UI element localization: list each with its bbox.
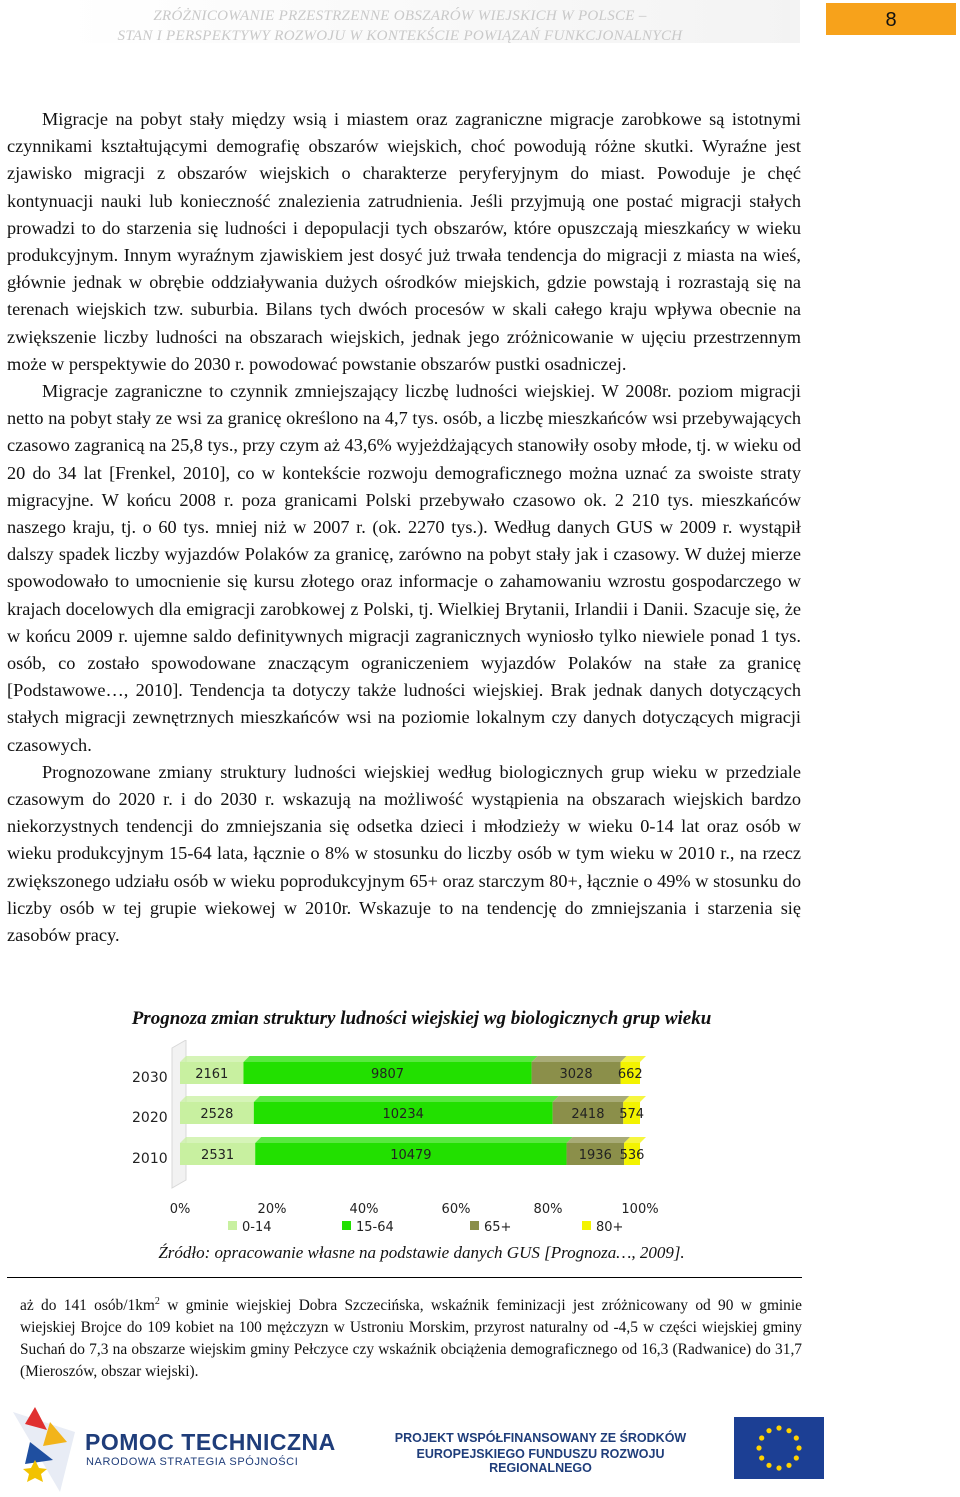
legend-label: 65+ <box>484 1220 512 1235</box>
eu-star-icon <box>766 1463 771 1468</box>
x-tick-label: 100% <box>621 1202 659 1217</box>
header-line-1: ZRÓŻNICOWANIE PRZESTRZENNE OBSZARÓW WIEJSKICH W POLSCE – <box>153 8 647 24</box>
pomoc-techniczna-logo-icon <box>5 1402 95 1497</box>
age-structure-chart <box>120 1040 680 1240</box>
footnote-text-before: aż do 141 osób/1km <box>20 1297 155 1315</box>
footnote-rule <box>7 1277 802 1278</box>
eu-line-2: EUROPEJSKIEGO FUNDUSZU ROZWOJU REGIONALNEGO <box>416 1447 665 1475</box>
legend-swatch-0-14 <box>228 1221 237 1230</box>
bar-top-15-64 <box>254 1096 559 1102</box>
category-label: 2020 <box>132 1110 168 1126</box>
legend-swatch-15-64 <box>342 1221 351 1230</box>
x-tick-label: 80% <box>533 1202 563 1217</box>
footnote-superscript: 2 <box>154 1296 160 1307</box>
eu-star-icon <box>794 1455 799 1460</box>
footer <box>0 1400 960 1497</box>
data-label: 536 <box>619 1148 645 1163</box>
category-label: 2010 <box>132 1151 168 1167</box>
eu-star-icon <box>776 1425 781 1430</box>
paragraph-2: Migracje zagraniczne to czynnik zmniejszający liczbę ludności wiejskiej. W 2008r. poziom migracji netto na pobyt stały ze wsi za granicę określono na 4,7 tys. osób, a liczbę mieszkańców wsi przebywających czasowo zagranicą na 25,8 tys., przy czym aż 43,6% wyjeżdżających stanowiły osoby młode, tj. w wieku od 20 do 34 lat [Frenkel, 2010], co w kontekście rozwoju demograficznego można uznać za swoiste straty migracyjne. W końcu 2008 r. poza granicami Polski przebywało czasowo ok. 2 210 tys. mieszkańców naszego kraju, tj. o 60 tys. mniej niż w 2007 r. (ok. 2270 tys.). Według danych GUS w 2009 r. wystąpił dalszy spadek liczby wyjazdów Polaków za granicę, zarówno na pobyt stały jak i czasowy. W dużej mierze spowodowało to umocnienie się kursu złotego oraz informacje o zahamowaniu wzrostu gospodarczego w krajach docelowych dla emigracji zarobkowej z Polski, tj. Wielkiej Brytanii, Irlandii i Danii. Szacuje się, że w końcu 2009 r. ujemne saldo definitywnych migracji zagranicznych wyniosło tylko niewiele ponad 1 tys. osób, co zostało spowodowane znaczącym ograniczeniem wyjazdów Polaków na stałe za granicę [Podstawowe…, 2010]. Tendencja ta dotyczy także ludności wiejskiej. Brak jednak danych dotyczących stałych migracji zewnętrznych mieszkańców wsi na poziomie lokalnym czy danych dotyczących migracji czasowych. <box>7 381 801 755</box>
bar-top-0-14 <box>180 1096 260 1102</box>
legend-swatch-65+ <box>470 1221 479 1230</box>
header-line-2: STAN I PERSPEKTYWY ROZWOJU W KONTEKŚCIE POWIĄZAŃ FUNKCJONALNYCH <box>117 28 683 44</box>
eu-star-icon <box>776 1465 781 1470</box>
bar-top-0-14 <box>180 1056 249 1062</box>
x-tick-label: 60% <box>441 1202 471 1217</box>
logo-title: POMOC TECHNICZNA <box>85 1429 336 1455</box>
eu-star-icon <box>759 1435 764 1440</box>
chart-title: Prognoza zmian struktury ludności wiejskiej wg biologicznych grup wieku <box>131 1008 712 1029</box>
paragraph-3: Prognozowane zmiany struktury ludności wiejskiej według biologicznych grup wieku w przedziale czasowym do 2020 r. i do 2030 r. wskazują na możliwość wystąpienia na obszarach wiejskich bardzo niekorzystnych tendencji do zmniejszania się odsetka dzieci i młodzieży w wieku 0-14 lat oraz osób w wieku produkcyjnym 15-64 lata, łącznie o 8% w stosunku do liczby osób w tym wieku w 2010 r., na rzecz zwiększonego udziału osób w wieku poprodukcyjnym 65+ oraz starczym 80+, łącznie o 49% w stosunku do liczby osób w tej grupie wiekowej w 2010r. Wskazuje to na tendencję do zmniejszania i starzenia się zasobów pracy. <box>7 761 801 946</box>
data-label: 9807 <box>370 1067 405 1082</box>
bar-top-65+ <box>553 1096 630 1102</box>
x-tick-label: 20% <box>257 1202 287 1217</box>
eu-flag-icon <box>734 1417 824 1479</box>
x-tick-label: 0% <box>169 1202 191 1217</box>
logo-subtitle: NARODOWA STRATEGIA SPÓJNOŚCI <box>86 1456 299 1468</box>
bar-top-65+ <box>532 1056 627 1062</box>
data-label: 3028 <box>559 1067 593 1082</box>
bar-top-65+ <box>567 1137 631 1143</box>
eu-line-1: PROJEKT WSPÓŁFINANSOWANY ZE ŚRODKÓW <box>394 1431 687 1445</box>
data-label: 2418 <box>571 1107 605 1122</box>
data-label: 574 <box>619 1107 645 1122</box>
bar-top-15-64 <box>243 1056 537 1062</box>
legend-swatch-80+ <box>582 1221 591 1230</box>
chart-source: Źródło: opracowanie własne na podstawie danych GUS [Prognoza…, 2009]. <box>158 1243 685 1262</box>
data-label: 2531 <box>201 1148 235 1163</box>
bar-top-15-64 <box>255 1137 572 1143</box>
footnote-text-after: w gminie wiejskiej Dobra Szczecińska, wskaźnik feminizacji jest zróżnicowany od 90 w gminie wiejskiej Brojce do 109 kobiet na 100 mężczyzn w Ustroniu Morskim, przyrost naturalny od -4,5 w części wiejskiej gminy Suchań do 7,3 na obszarze wiejskim gminy Pełczyce czy wskaźnik obciążenia demograficznego od 16,3 (Radwanice) do 31,7 (Mieroszów, obszar wiejski). <box>20 1297 802 1381</box>
category-label: 2030 <box>132 1070 168 1086</box>
data-label: 1936 <box>578 1148 612 1163</box>
page-number: 8 <box>826 3 956 35</box>
data-label: 662 <box>617 1067 643 1082</box>
eu-star-icon <box>796 1445 801 1450</box>
eu-star-icon <box>794 1435 799 1440</box>
data-label: 10479 <box>390 1148 432 1163</box>
legend-label: 0-14 <box>242 1220 272 1235</box>
eu-star-icon <box>766 1428 771 1433</box>
legend-label: 80+ <box>596 1220 624 1235</box>
body-text <box>7 106 801 949</box>
legend-label: 15-64 <box>356 1220 394 1235</box>
data-label: 10234 <box>382 1107 424 1122</box>
footnote <box>20 1291 802 1383</box>
data-label: 2161 <box>195 1067 229 1082</box>
paragraph-1: Migracje na pobyt stały między wsią i miastem oraz zagraniczne migracje zarobkowe są istotnymi czynnikami kształtującymi demografię obszarów wiejskich, choć powodują różne skutki. Wyraźne jest zjawisko migracji z obszarów wiejskich o charakterze peryferyjnym do miast. Powoduje je chęć kontynuacji nauki lub konieczność znalezienia zatrudnienia. Jeśli przyjmują one postać migracji stałych prowadzi to do starzenia się ludności i depopulacji tych obszarów, które opuszczają mieszkańcy w wieku produkcyjnym. Innym wyraźnym zjawiskiem jest dosyć już trwała tendencja do migracji z miasta na wieś, głównie jednak w obrębie oddziaływania dużych ośrodków miejskich, gdzie powstają i rozrastają się na terenach wiejskich tzw. suburbia. Bilans tych dwóch procesów w skali całego kraju wpływa obecnie na zwiększenie liczby ludności na obszarach wiejskich, jednak jego zróżnicowanie w ujęciu przestrzennym może w perspektywie do 2030 r. powodować powstanie obszarów pustki osadniczej. <box>7 109 801 374</box>
x-tick-label: 40% <box>349 1202 379 1217</box>
eu-star-icon <box>786 1428 791 1433</box>
eu-star-icon <box>786 1463 791 1468</box>
data-label: 2528 <box>200 1107 234 1122</box>
eu-star-icon <box>759 1455 764 1460</box>
eu-star-icon <box>756 1445 761 1450</box>
bar-top-0-14 <box>180 1137 261 1143</box>
